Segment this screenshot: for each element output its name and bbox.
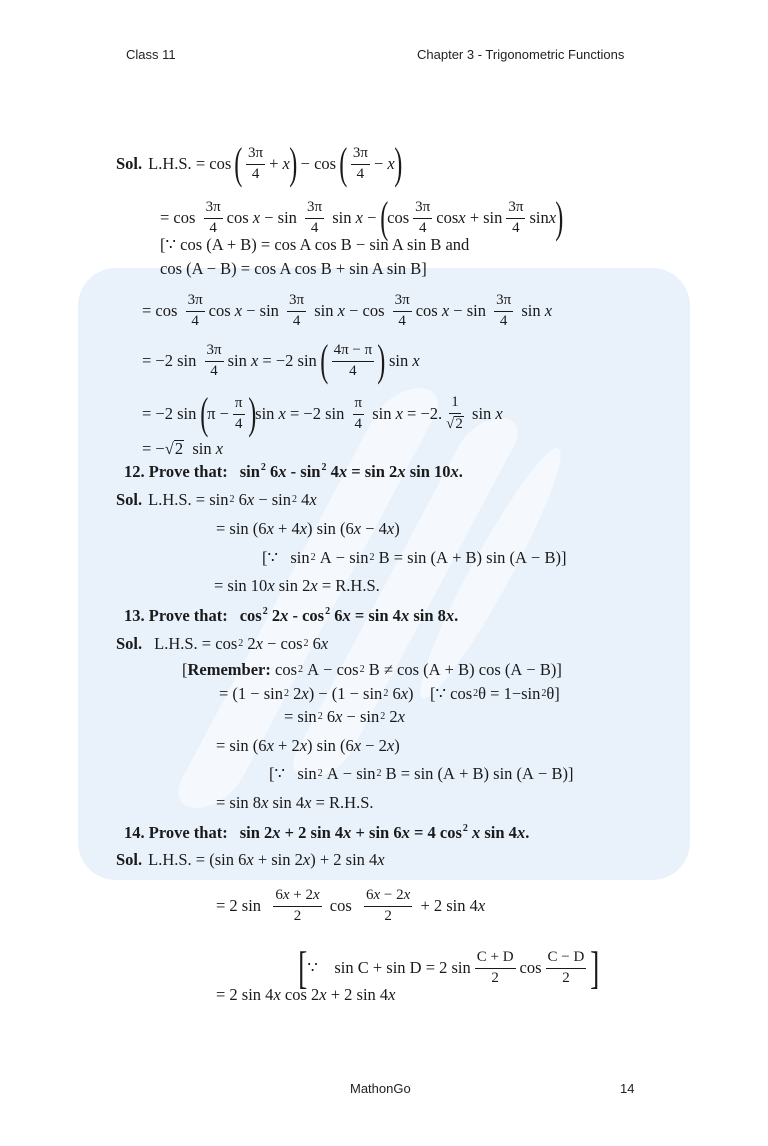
p11-line-7: = −2 sin ( π − $\frac{\pi}{4}$ ) sin x = −2 sin $\frac{\pi}{4}$ sin x = −2. 1 √ 2 sin x [142, 389, 503, 438]
p12-number: 12. [124, 461, 145, 481]
sol-label: Sol. [116, 634, 143, 653]
p12-step-4: = sin 10 x sin 2 x = R.H.S. [214, 576, 380, 595]
p11-line-2: = cos $\frac{3\pi}{4}$ cos x − sin $\frac{3\pi}{4}$ sin x − ( cos $\frac{3\pi}{4}$ cos x + sin $\frac{3\pi}{4}$ sin x ) [160, 193, 564, 242]
p14-step-4: = 2 sin 4 x cos 2 x + 2 sin 4 x [216, 985, 396, 1004]
p11-line-6: = −2 sin $\frac{3\pi}{4}$ sin x = −2 sin ( $\frac{4\pi - \pi}{4}$ ) sin x [142, 336, 420, 385]
p11-line-5: = cos $\frac{3\pi}{4}$ cos x − sin $\frac{3\pi}{4}$ sin x − cos $\frac{3\pi}{4}$ cos x − sin $\frac{3\pi}{4}$ sin x [142, 292, 553, 329]
lhs-label: L.H.S. [148, 153, 192, 173]
prove-that-label: Prove that: [148, 605, 228, 625]
remember-label: Remember: [187, 660, 271, 679]
p13-step-4: = sin 2 6 x − sin 2 2 x [284, 707, 405, 726]
footer-brand: MathonGo [350, 1081, 411, 1096]
p14-step-1: Sol. L.H.S. = (sin 6 x + sin 2 x ) + 2 sin 4 x [116, 850, 385, 869]
p13-step-7: = sin 8 x sin 4 x = R.H.S. [216, 793, 374, 812]
p13-statement: 13. Prove that: $\cos^2 2x - \cos^2 6x = \sin 4x$ sin 8x. [124, 605, 459, 625]
p12-step-2: = sin (6 x + 4 x ) sin (6 x − 4 x ) [216, 519, 400, 538]
footer-page-number: 14 [620, 1081, 635, 1096]
header-class: Class 11 [126, 47, 176, 62]
p12-step-1: Sol. L.H.S. = sin 2 6 x − sin 2 4 x [116, 490, 317, 509]
p14-number: 14. [124, 822, 145, 842]
p13-step-3: = (1 − sin 2 2 x ) − (1 − sin 2 6 x ) [∵ cos 2 θ = 1−sin 2 θ] [219, 684, 560, 703]
p13-step-5: = sin (6 x + 2 x ) sin (6 x − 2 x ) [216, 736, 400, 755]
p14-step-3: [ ∵ sin C + sin D = 2 sin $\frac{C + D}{2}$ cos $\frac{C - D}{2}$ ] [298, 942, 600, 993]
p13-step-6: [∵ sin 2 A − sin 2 B = sin (A + B) sin (A − B)] [269, 764, 574, 783]
p11-line-8: = − √ 2 sin x [142, 438, 224, 458]
p14-statement: 14. Prove that: sin 2x + 2 sin 4x + sin 6x = 4 $\cos^2 x$ sin 4x. [124, 822, 530, 842]
header-chapter: Chapter 3 - Trigonometric Functions [417, 47, 625, 62]
p11-line-1: Sol. L.H.S. = cos ( $\frac{3\pi}{4}$ + x ) − cos ( $\frac{3\pi}{4}$ − x ) [116, 139, 403, 188]
sol-label: Sol. [116, 490, 143, 509]
p13-number: 13. [124, 605, 145, 625]
prove-that-label: Prove that: [148, 822, 228, 842]
p14-step-2: = 2 sin $\frac{6x + 2x}{2}$ cos $\frac{6x - 2x}{2}$ + 2 sin 4 x [216, 887, 486, 924]
p13-step-1: Sol. L.H.S. = cos 2 2 x − cos 2 6 x [116, 634, 329, 653]
p13-step-2: [ Remember: cos 2 A − cos 2 B ≠ cos (A + B) cos (A − B)] [182, 660, 562, 679]
p11-reason-2: cos (A − B) = cos A cos B + sin A sin B] [160, 259, 427, 278]
p12-statement: 12. Prove that: $\sin^2 6x - \sin^2 4x = \sin 2x$ sin 10x. [124, 461, 463, 481]
p11-reason-1: [∵ cos (A + B) = cos A cos B − sin A sin B and [160, 235, 470, 254]
p12-step-3: [∵ sin 2 A − sin 2 B = sin (A + B) sin (A − B)] [262, 548, 567, 567]
sol-label: Sol. [116, 850, 143, 869]
sol-label: Sol. [116, 153, 143, 173]
prove-that-label: Prove that: [148, 461, 228, 481]
